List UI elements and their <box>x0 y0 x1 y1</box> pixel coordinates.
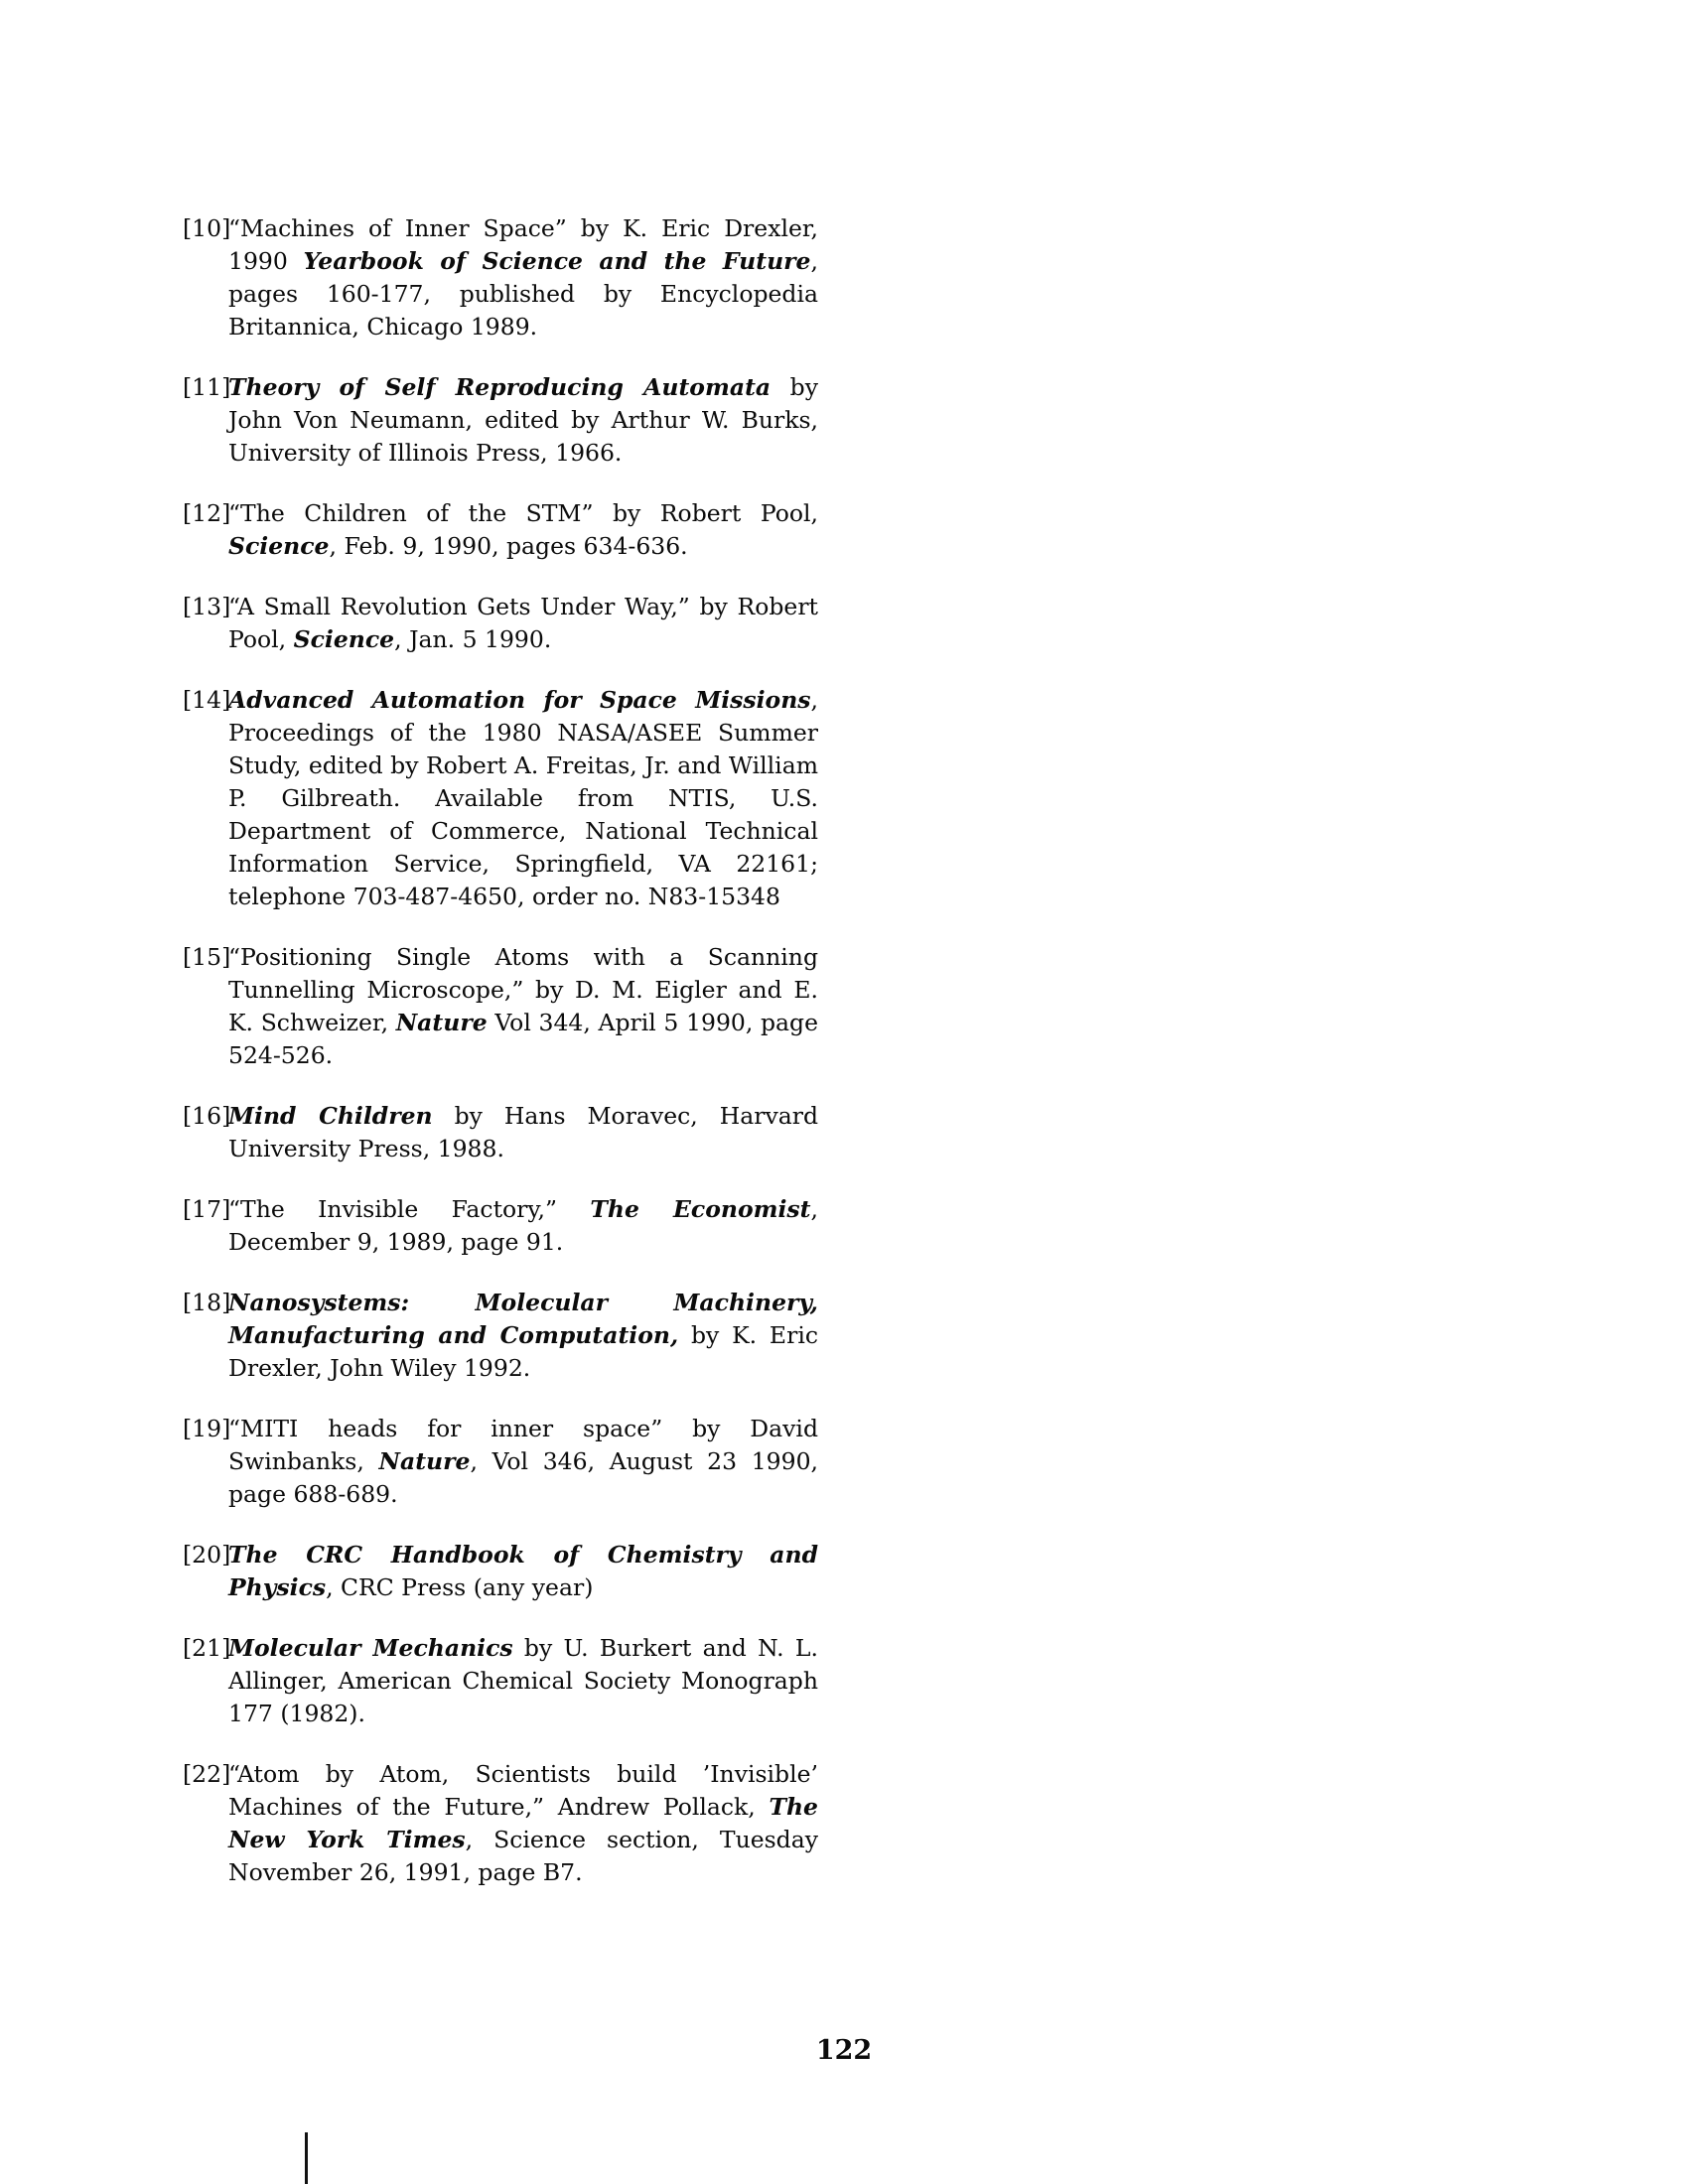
reference-text: Advanced Automation for Space Missions, Proceedings of the 1980 NASA/ASEE Summer Study, edited by Robert A. Freitas, Jr. and William P. Gilbreath. Available from NTIS, U.S. Department of Commerce, National Technical Information Service, Springfield, VA 22161; telephone 703-487-4650, order no. N83-15348 <box>228 686 818 910</box>
reference-number: [13] <box>183 593 231 620</box>
reference-item <box>183 371 818 470</box>
italic-title: Advanced Automation for Space Missions <box>228 686 811 714</box>
reference-text: “The Invisible Factory,” The Economist, December 9, 1989, page 91. <box>228 1195 818 1256</box>
reference-number: [19] <box>183 1415 231 1442</box>
italic-title: Mind Children <box>228 1102 433 1130</box>
reference-number: [22] <box>183 1760 231 1788</box>
reference-text: The CRC Handbook of Chemistry and Physics, CRC Press (any year) <box>228 1541 818 1601</box>
reference-text: “The Children of the STM” by Robert Pool, Science, Feb. 9, 1990, pages 634-636. <box>228 499 818 560</box>
reference-number: [16] <box>183 1102 231 1130</box>
margin-rule-mark <box>305 2132 308 2184</box>
reference-text: Nanosystems: Molecular Machinery, Manufacturing and Computation, by K. Eric Drexler, John Wiley 1992. <box>228 1289 818 1382</box>
reference-text: Theory of Self Reproducing Automata by John Von Neumann, edited by Arthur W. Burks, University of Illinois Press, 1966. <box>228 373 818 467</box>
reference-number: [15] <box>183 943 231 971</box>
italic-title: Nature <box>378 1447 471 1475</box>
reference-number: [14] <box>183 686 231 714</box>
italic-title: Yearbook of Science and the Future <box>303 247 811 275</box>
reference-text: “Atom by Atom, Scientists build ’Invisible’ Machines of the Future,” Andrew Pollack, The New York Times, Science section, Tuesday November 26, 1991, page B7. <box>228 1760 819 1886</box>
reference-item <box>183 1632 818 1730</box>
reference-text: “MITI heads for inner space” by David Swinbanks, Nature, Vol 346, August 23 1990, page 688-689. <box>228 1415 818 1508</box>
reference-number: [11] <box>183 373 231 401</box>
reference-text: “Machines of Inner Space” by K. Eric Drexler, 1990 Yearbook of Science and the Future, pages 160-177, published by Encyclopedia Britannica, Chicago 1989. <box>228 214 818 341</box>
reference-item <box>183 1413 818 1511</box>
reference-number: [17] <box>183 1195 231 1223</box>
italic-title: Nanosystems: Molecular Machinery, Manufacturing and Computation, <box>228 1289 818 1349</box>
reference-text: “Positioning Single Atoms with a Scanning Tunnelling Microscope,” by D. M. Eigler and E. K. Schweizer, Nature Vol 344, April 5 1990, page 524-526. <box>228 943 818 1069</box>
italic-title: The Economist <box>590 1195 811 1223</box>
italic-title: The CRC Handbook of Chemistry and Physics <box>228 1541 818 1601</box>
reference-text: Mind Children by Hans Moravec, Harvard University Press, 1988. <box>228 1102 819 1162</box>
reference-number: [10] <box>183 214 231 242</box>
reference-item <box>183 591 818 656</box>
reference-item <box>183 1539 818 1604</box>
reference-number: [21] <box>183 1634 231 1662</box>
italic-title: Science <box>228 532 330 560</box>
reference-number: [20] <box>183 1541 231 1569</box>
reference-number: [12] <box>183 499 231 527</box>
italic-title: The New York Times <box>228 1793 818 1853</box>
reference-item <box>183 684 818 913</box>
reference-item <box>183 212 818 343</box>
reference-item <box>183 1193 818 1259</box>
reference-item <box>183 1758 818 1889</box>
reference-number: [18] <box>183 1289 231 1316</box>
reference-item <box>183 1100 818 1165</box>
page-number: 122 <box>815 2035 873 2066</box>
reference-text: Molecular Mechanics by U. Burkert and N. L. Allinger, American Chemical Society Monograph 177 (1982). <box>228 1634 818 1727</box>
reference-item <box>183 1287 818 1385</box>
reference-text: “A Small Revolution Gets Under Way,” by Robert Pool, Science, Jan. 5 1990. <box>228 593 818 653</box>
reference-item <box>183 941 818 1072</box>
italic-title: Science <box>293 625 395 653</box>
italic-title: Nature <box>395 1009 488 1036</box>
italic-title: Molecular Mechanics <box>228 1634 513 1662</box>
italic-title: Theory of Self Reproducing Automata <box>228 373 771 401</box>
reference-item <box>183 497 818 563</box>
reference-list <box>183 212 818 1917</box>
